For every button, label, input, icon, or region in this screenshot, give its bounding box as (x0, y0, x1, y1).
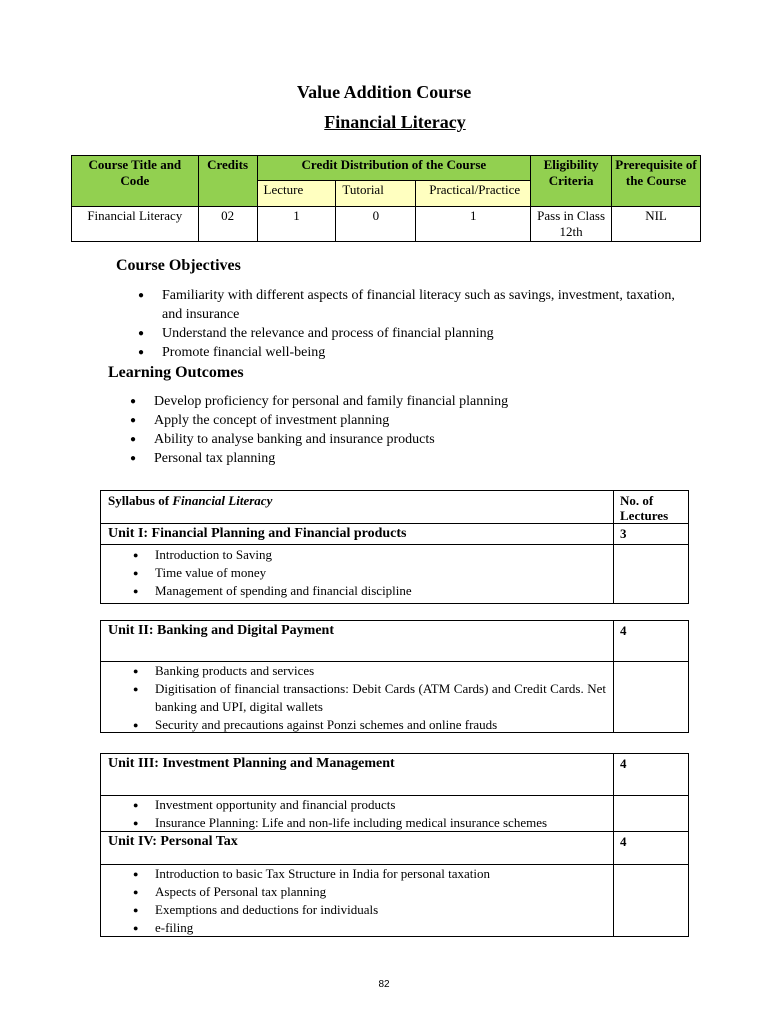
unit-3-lectures: 4 (620, 756, 627, 771)
list-item: ● Promote financial well-being (138, 343, 698, 362)
syllabus-table-unit-1 (100, 490, 689, 604)
unit-4-topics (109, 865, 609, 937)
list-item: ● Ability to analyse banking and insurance products (130, 430, 690, 449)
list-item: ● Apply the concept of investment planning (130, 411, 690, 430)
header-course-title: Course Title and Code (72, 156, 199, 207)
list-item: ● e-filing (109, 919, 609, 937)
list-item: ● Understand the relevance and process of financial planning (138, 324, 698, 343)
cell-credits: 02 (198, 207, 257, 242)
course-name-heading: Financial Literacy (324, 112, 466, 132)
unit-2-topics (109, 662, 606, 734)
learning-outcomes-list (130, 392, 690, 468)
unit-2-lectures: 4 (620, 623, 627, 638)
syllabus-heading (101, 491, 613, 511)
unit-1-lectures: 3 (620, 526, 627, 541)
course-objectives-heading: Course Objectives (116, 257, 241, 274)
unit-3-title: Unit III: Investment Planning and Management (108, 756, 395, 771)
syllabus-table-unit-3-4 (100, 753, 689, 937)
unit-3-topics (109, 796, 609, 832)
list-item: ● Introduction to basic Tax Structure in India for personal taxation (109, 865, 609, 883)
syllabus-heading-course: Financial Literacy (172, 493, 273, 508)
lectures-header: No. of Lectures (620, 493, 669, 523)
syllabus-heading-prefix: Syllabus of (108, 493, 173, 508)
list-item: ● Digitisation of financial transactions: Debit Cards (ATM Cards) and Credit Cards. Net banking and UPI, digital wallets (109, 680, 606, 716)
list-item: ● Insurance Planning: Life and non-life including medical insurance schemes (109, 814, 609, 832)
header-lecture: Lecture (257, 181, 336, 207)
cell-course: Financial Literacy (72, 207, 199, 242)
unit-4-lectures: 4 (620, 834, 627, 849)
list-item: ● Management of spending and financial discipline (109, 582, 609, 600)
unit-1-title: Unit I: Financial Planning and Financial products (108, 526, 407, 541)
list-item: ● Banking products and services (109, 662, 606, 680)
credit-distribution-table (71, 155, 701, 242)
list-item: ● Security and precautions against Ponzi schemes and online frauds (109, 716, 606, 734)
list-item: ● Develop proficiency for personal and family financial planning (130, 392, 690, 411)
cell-prerequisite: NIL (612, 207, 701, 242)
list-item: ● Exemptions and deductions for individuals (109, 901, 609, 919)
list-item: ● Personal tax planning (130, 449, 690, 468)
header-tutorial: Tutorial (336, 181, 416, 207)
page-title: Value Addition Course (296, 82, 472, 102)
learning-outcomes-heading: Learning Outcomes (108, 364, 244, 381)
header-eligibility: Eligibility Criteria (531, 156, 612, 207)
unit-4-title: Unit IV: Personal Tax (108, 834, 238, 849)
header-prerequisite: Prerequisite of the Course (612, 156, 701, 207)
cell-tutorial: 0 (336, 207, 416, 242)
unit-2-title: Unit II: Banking and Digital Payment (108, 623, 334, 638)
course-objectives-list (138, 286, 698, 362)
syllabus-table-unit-2 (100, 620, 689, 733)
list-item: ● Aspects of Personal tax planning (109, 883, 609, 901)
header-practical: Practical/Practice (416, 181, 531, 207)
page-number: 82 (378, 979, 390, 990)
cell-lecture: 1 (257, 207, 336, 242)
list-item: ● Introduction to Saving (109, 546, 609, 564)
header-credit-distribution: Credit Distribution of the Course (257, 156, 531, 181)
unit-1-topics (109, 546, 609, 600)
header-credits: Credits (198, 156, 257, 207)
list-item: ● Time value of money (109, 564, 609, 582)
cell-eligibility: Pass in Class 12th (531, 207, 612, 242)
list-item: ● Investment opportunity and financial products (109, 796, 609, 814)
list-item: ● Familiarity with different aspects of financial literacy such as savings, investment, taxation, and insurance (138, 286, 698, 324)
cell-practical: 1 (416, 207, 531, 242)
